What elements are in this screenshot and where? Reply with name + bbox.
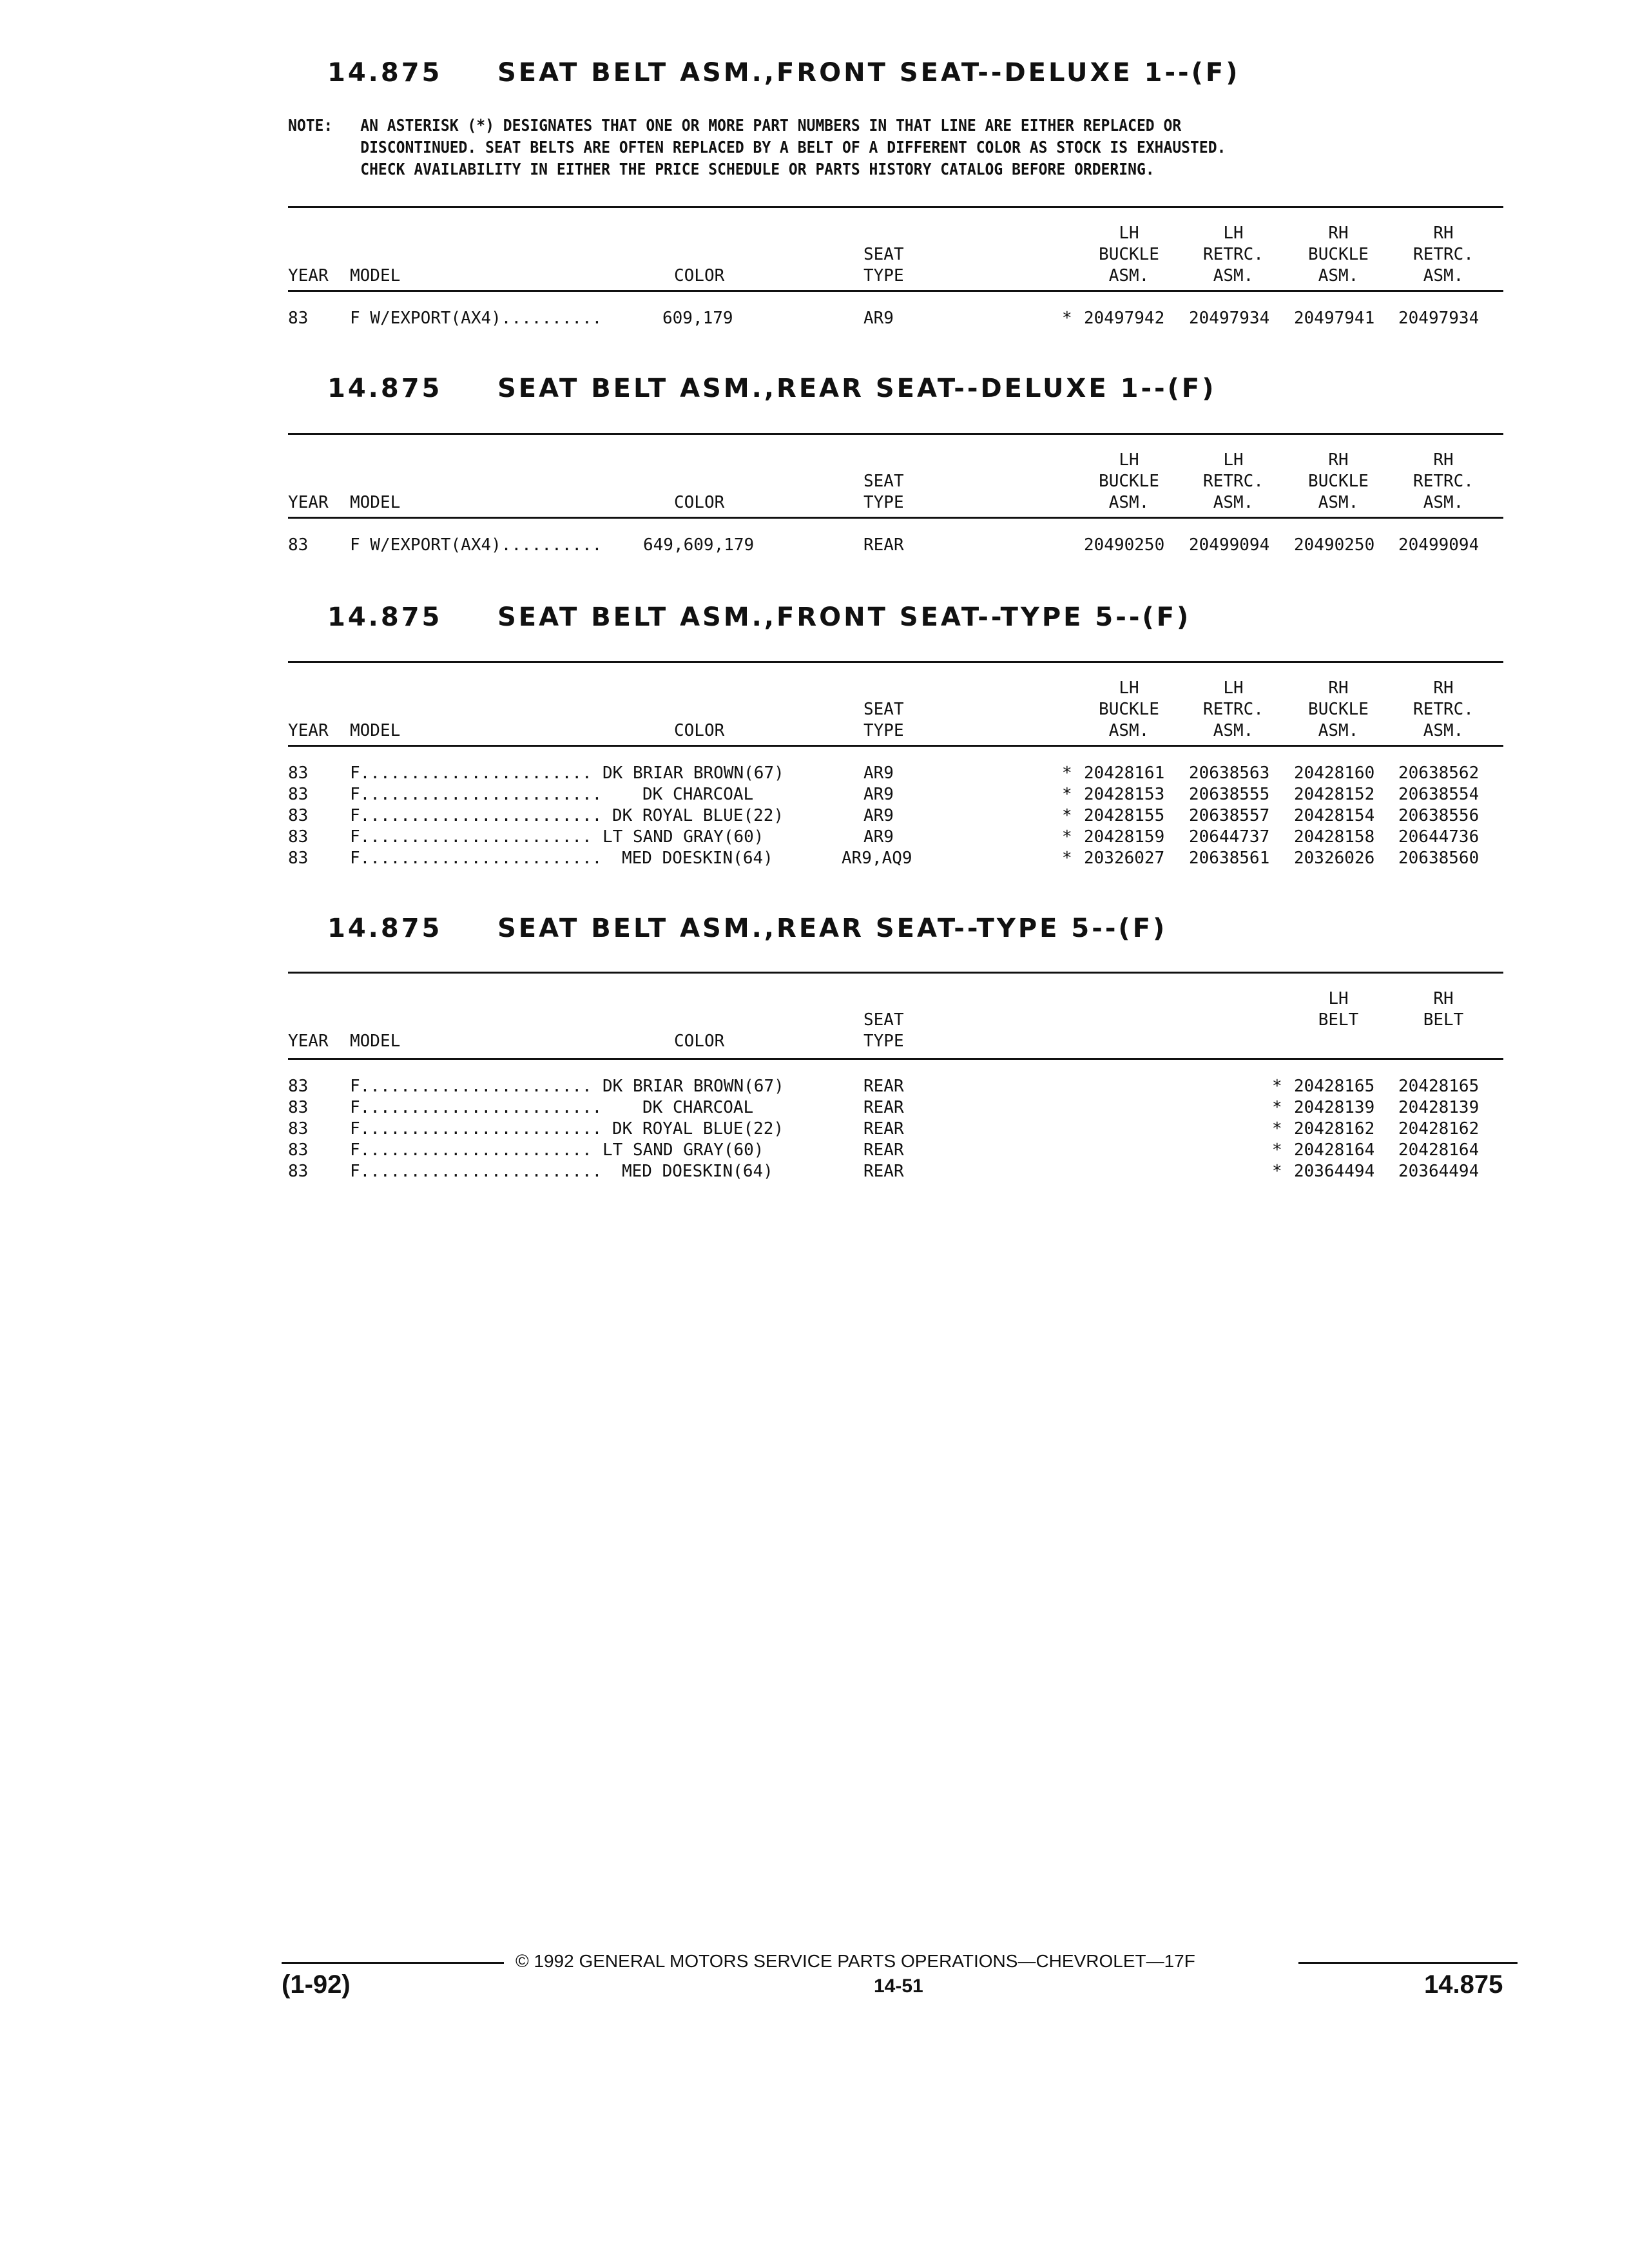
section-heading: SEAT BELT ASM.,REAR SEAT--DELUXE 1--(F)	[497, 374, 1217, 403]
cell-lh-belt: 20428165	[1294, 1077, 1375, 1096]
cell-rh-belt: 20428164	[1398, 1140, 1480, 1160]
col-header-rh: RH	[1328, 224, 1349, 243]
cell-lh-belt: 20428162	[1294, 1119, 1375, 1139]
cell-model: F.......................	[350, 827, 592, 847]
col-header-lh: LH	[1119, 450, 1139, 470]
col-header-asm: ASM.	[1213, 721, 1254, 740]
col-header-buckle: BUCKLE	[1308, 700, 1369, 719]
col-header-retrc: RETRC.	[1203, 700, 1264, 719]
cell-type: AR9	[863, 806, 894, 825]
col-header-asm: ASM.	[1318, 721, 1359, 740]
cell-lh-retrc: 20499094	[1189, 535, 1270, 555]
table-top-rule	[288, 433, 1503, 435]
cell-rh-retrc: 20638560	[1398, 849, 1480, 868]
asterisk-mark: *	[1272, 1162, 1282, 1181]
cell-lh-retrc: 20638555	[1189, 785, 1270, 804]
col-header-asm: ASM.	[1318, 493, 1359, 512]
col-header-lh: LH	[1328, 989, 1349, 1008]
cell-color: MED DOESKIN(64)	[622, 849, 773, 868]
section-title-front-type5	[327, 602, 1191, 632]
cell-year: 83	[288, 849, 309, 868]
col-header-type: TYPE	[863, 721, 904, 740]
col-header-buckle: BUCKLE	[1099, 700, 1159, 719]
section-title-rear-deluxe	[327, 374, 1217, 403]
col-header-color: COLOR	[674, 266, 725, 285]
col-header-seat: SEAT	[863, 1010, 904, 1030]
col-header-asm: ASM.	[1318, 266, 1359, 285]
col-header-belt: BELT	[1318, 1010, 1359, 1030]
cell-lh-buckle: 20428155	[1084, 806, 1165, 825]
asterisk-mark: *	[1272, 1098, 1282, 1117]
col-header-year: YEAR	[288, 266, 329, 285]
cell-color: DK ROYAL BLUE(22)	[612, 806, 784, 825]
col-header-asm: ASM.	[1213, 266, 1254, 285]
cell-color: 609,179	[662, 309, 733, 328]
table-top-rule	[288, 206, 1503, 208]
cell-rh-belt: 20364494	[1398, 1162, 1480, 1181]
cell-rh-retrc: 20497934	[1398, 309, 1480, 328]
col-header-rh: RH	[1433, 989, 1454, 1008]
col-header-asm: ASM.	[1423, 721, 1464, 740]
cell-rh-buckle: 20428158	[1294, 827, 1375, 847]
col-header-color: COLOR	[674, 1032, 725, 1051]
col-header-seat: SEAT	[863, 472, 904, 491]
cell-type: AR9,AQ9	[842, 849, 912, 868]
cell-rh-buckle: 20326026	[1294, 849, 1375, 868]
col-header-buckle: BUCKLE	[1308, 245, 1369, 264]
cell-lh-retrc: 20497934	[1189, 309, 1270, 328]
col-header-seat: SEAT	[863, 245, 904, 264]
cell-year: 83	[288, 785, 309, 804]
col-header-type: TYPE	[863, 266, 904, 285]
cell-type: AR9	[863, 827, 894, 847]
col-header-lh: LH	[1223, 678, 1244, 698]
col-header-year: YEAR	[288, 1032, 329, 1051]
col-header-model: MODEL	[350, 1032, 401, 1051]
header-bottom-rule	[288, 290, 1503, 292]
cell-rh-buckle: 20428154	[1294, 806, 1375, 825]
col-header-retrc: RETRC.	[1413, 245, 1474, 264]
cell-color: LT SAND GRAY(60)	[602, 827, 764, 847]
cell-year: 83	[288, 309, 309, 328]
note-label: NOTE:	[288, 116, 333, 135]
cell-rh-belt: 20428139	[1398, 1098, 1480, 1117]
col-header-asm: ASM.	[1108, 266, 1150, 285]
section-heading: SEAT BELT ASM.,FRONT SEAT--TYPE 5--(F)	[497, 602, 1191, 632]
cell-lh-buckle: 20428159	[1084, 827, 1165, 847]
cell-color: 649,609,179	[643, 535, 755, 555]
cell-year: 83	[288, 1098, 309, 1117]
footer-date-code: (1-92)	[282, 1970, 351, 1999]
col-header-lh: LH	[1119, 678, 1139, 698]
cell-lh-belt: 20428139	[1294, 1098, 1375, 1117]
cell-model: F........................	[350, 1119, 602, 1139]
col-header-rh: RH	[1328, 678, 1349, 698]
cell-rh-buckle: 20428152	[1294, 785, 1375, 804]
asterisk-mark: *	[1062, 827, 1072, 847]
cell-type: REAR	[863, 1119, 904, 1139]
col-header-seat: SEAT	[863, 700, 904, 719]
cell-type: AR9	[863, 309, 894, 328]
asterisk-mark: *	[1272, 1077, 1282, 1096]
col-header-asm: ASM.	[1213, 493, 1254, 512]
col-header-rh: RH	[1433, 450, 1454, 470]
section-heading: SEAT BELT ASM.,FRONT SEAT--DELUXE 1--(F)	[497, 58, 1240, 88]
cell-color: DK BRIAR BROWN(67)	[602, 1077, 784, 1096]
cell-type: REAR	[863, 1140, 904, 1160]
section-number: 14.875	[327, 602, 443, 632]
cell-rh-buckle: 20490250	[1294, 535, 1375, 555]
cell-lh-retrc: 20638557	[1189, 806, 1270, 825]
cell-model: F........................	[350, 1098, 602, 1117]
cell-rh-buckle: 20497941	[1294, 309, 1375, 328]
cell-type: REAR	[863, 1162, 904, 1181]
col-header-retrc: RETRC.	[1203, 245, 1264, 264]
cell-rh-retrc: 20638562	[1398, 764, 1480, 783]
col-header-asm: ASM.	[1108, 493, 1150, 512]
footer-rule-right	[1298, 1962, 1518, 1964]
cell-model: F........................	[350, 849, 602, 868]
cell-lh-buckle: 20326027	[1084, 849, 1165, 868]
asterisk-mark: *	[1062, 849, 1072, 868]
section-title-front-deluxe	[327, 58, 1240, 88]
cell-type: AR9	[863, 785, 894, 804]
cell-lh-retrc: 20638563	[1189, 764, 1270, 783]
asterisk-mark: *	[1062, 785, 1072, 804]
cell-model: F........................	[350, 785, 602, 804]
cell-lh-retrc: 20644737	[1189, 827, 1270, 847]
cell-lh-retrc: 20638561	[1189, 849, 1270, 868]
cell-year: 83	[288, 1140, 309, 1160]
asterisk-mark: *	[1272, 1119, 1282, 1139]
col-header-buckle: BUCKLE	[1099, 245, 1159, 264]
col-header-lh: LH	[1223, 224, 1244, 243]
cell-year: 83	[288, 806, 309, 825]
cell-year: 83	[288, 827, 309, 847]
cell-rh-buckle: 20428160	[1294, 764, 1375, 783]
header-bottom-rule	[288, 745, 1503, 747]
col-header-model: MODEL	[350, 493, 401, 512]
asterisk-mark: *	[1062, 309, 1072, 328]
col-header-model: MODEL	[350, 721, 401, 740]
section-number: 14.875	[327, 914, 443, 943]
cell-model: F........................	[350, 806, 602, 825]
header-bottom-rule	[288, 1058, 1503, 1060]
cell-lh-belt: 20428164	[1294, 1140, 1375, 1160]
table-top-rule	[288, 972, 1503, 974]
cell-type: REAR	[863, 1098, 904, 1117]
header-bottom-rule	[288, 517, 1503, 519]
cell-color: DK ROYAL BLUE(22)	[612, 1119, 784, 1139]
asterisk-mark: *	[1062, 806, 1072, 825]
cell-year: 83	[288, 764, 309, 783]
cell-color: DK CHARCOAL	[642, 785, 754, 804]
cell-color: LT SAND GRAY(60)	[602, 1140, 764, 1160]
col-header-color: COLOR	[674, 493, 725, 512]
cell-color: MED DOESKIN(64)	[622, 1162, 773, 1181]
footer-page-number: 14-51	[874, 1975, 923, 1997]
note-line: AN ASTERISK (*) DESIGNATES THAT ONE OR MORE PART NUMBERS IN THAT LINE ARE EITHER REPLACED OR	[360, 116, 1182, 135]
cell-rh-belt: 20428165	[1398, 1077, 1480, 1096]
col-header-year: YEAR	[288, 493, 329, 512]
cell-model: F W/EXPORT(AX4)..........	[350, 535, 602, 555]
cell-lh-buckle: 20497942	[1084, 309, 1165, 328]
cell-rh-retrc: 20638554	[1398, 785, 1480, 804]
footer-section-number: 14.875	[1424, 1970, 1503, 1999]
footer-copyright: © 1992 GENERAL MOTORS SERVICE PARTS OPERATIONS—CHEVROLET—17F	[516, 1951, 1195, 1971]
cell-color: DK BRIAR BROWN(67)	[602, 764, 784, 783]
asterisk-mark: *	[1272, 1140, 1282, 1160]
cell-year: 83	[288, 1119, 309, 1139]
col-header-buckle: BUCKLE	[1099, 472, 1159, 491]
table-top-rule	[288, 661, 1503, 663]
col-header-retrc: RETRC.	[1413, 700, 1474, 719]
col-header-asm: ASM.	[1108, 721, 1150, 740]
section-number: 14.875	[327, 374, 443, 403]
col-header-buckle: BUCKLE	[1308, 472, 1369, 491]
cell-year: 83	[288, 1162, 309, 1181]
section-title-rear-type5	[327, 914, 1167, 943]
cell-model: F.......................	[350, 1140, 592, 1160]
cell-type: AR9	[863, 764, 894, 783]
footer-rule-left	[282, 1962, 504, 1964]
cell-model: F........................	[350, 1162, 602, 1181]
col-header-lh: LH	[1119, 224, 1139, 243]
col-header-color: COLOR	[674, 721, 725, 740]
col-header-belt: BELT	[1423, 1010, 1464, 1030]
cell-model: F W/EXPORT(AX4)..........	[350, 309, 602, 328]
col-header-type: TYPE	[863, 1032, 904, 1051]
note-line: CHECK AVAILABILITY IN EITHER THE PRICE SCHEDULE OR PARTS HISTORY CATALOG BEFORE ORDERING.	[360, 160, 1155, 178]
cell-model: F.......................	[350, 1077, 592, 1096]
col-header-asm: ASM.	[1423, 266, 1464, 285]
cell-rh-retrc: 20644736	[1398, 827, 1480, 847]
cell-color: DK CHARCOAL	[642, 1098, 754, 1117]
section-heading: SEAT BELT ASM.,REAR SEAT--TYPE 5--(F)	[497, 914, 1168, 943]
cell-year: 83	[288, 1077, 309, 1096]
asterisk-mark: *	[1062, 764, 1072, 783]
cell-lh-buckle: 20490250	[1084, 535, 1165, 555]
col-header-type: TYPE	[863, 493, 904, 512]
cell-type: REAR	[863, 1077, 904, 1096]
note-line: DISCONTINUED. SEAT BELTS ARE OFTEN REPLACED BY A BELT OF A DIFFERENT COLOR AS STOCK IS EXHAUSTED.	[360, 138, 1226, 157]
col-header-rh: RH	[1328, 450, 1349, 470]
col-header-rh: RH	[1433, 224, 1454, 243]
cell-type: REAR	[863, 535, 904, 555]
col-header-asm: ASM.	[1423, 493, 1464, 512]
col-header-retrc: RETRC.	[1203, 472, 1264, 491]
cell-lh-buckle: 20428153	[1084, 785, 1165, 804]
cell-lh-buckle: 20428161	[1084, 764, 1165, 783]
col-header-retrc: RETRC.	[1413, 472, 1474, 491]
section-number: 14.875	[327, 58, 443, 88]
cell-rh-retrc: 20499094	[1398, 535, 1480, 555]
col-header-rh: RH	[1433, 678, 1454, 698]
cell-model: F.......................	[350, 764, 592, 783]
col-header-year: YEAR	[288, 721, 329, 740]
cell-rh-belt: 20428162	[1398, 1119, 1480, 1139]
cell-lh-belt: 20364494	[1294, 1162, 1375, 1181]
col-header-model: MODEL	[350, 266, 401, 285]
cell-year: 83	[288, 535, 309, 555]
col-header-lh: LH	[1223, 450, 1244, 470]
cell-rh-retrc: 20638556	[1398, 806, 1480, 825]
